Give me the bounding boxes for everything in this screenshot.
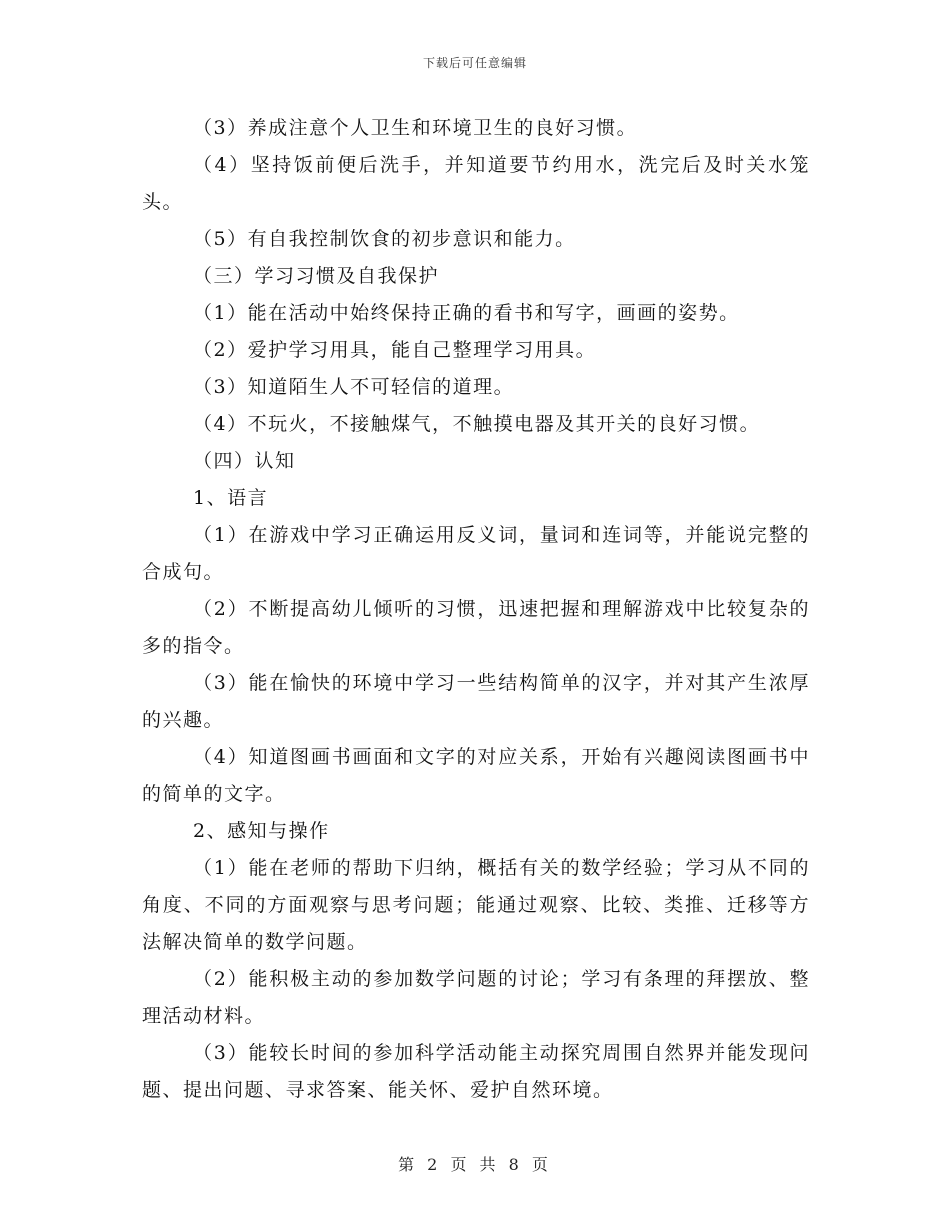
paragraph: （3）养成注意个人卫生和环境卫生的良好习惯。 <box>193 117 638 139</box>
paragraph: （5）有自我控制饮食的初步意识和能力。 <box>193 228 576 250</box>
paragraph: （4）坚持饭前便后洗手，并知道要节约用水，洗完后及时关水笼头。 <box>142 154 810 213</box>
section-heading: （四）认知 <box>193 450 296 472</box>
paragraph: （3）能较长时间的参加科学活动能主动探究周围自然界并能发现问题、提出问题、寻求答案、能关怀、爱护自然环境。 <box>142 1042 810 1101</box>
subsection-heading: 1、语言 <box>193 487 269 509</box>
paragraph: （4）不玩火，不接触煤气，不触摸电器及其开关的良好习惯。 <box>193 413 761 435</box>
paragraph: （2）爱护学习用具，能自己整理学习用具。 <box>193 339 597 361</box>
section-heading: （三）学习习惯及自我保护 <box>193 265 440 287</box>
paragraph: （3）能在愉快的环境中学习一些结构简单的汉字，并对其产生浓厚的兴趣。 <box>142 672 810 731</box>
document-body <box>142 110 810 1109</box>
paragraph: （3）知道陌生人不可轻信的道理。 <box>193 376 515 398</box>
paragraph: （1）能在活动中始终保持正确的看书和写字，画画的姿势。 <box>193 302 740 324</box>
paragraph: （2）不断提高幼儿倾听的习惯，迅速把握和理解游戏中比较复杂的多的指令。 <box>142 598 810 657</box>
page-number: 第 2 页 共 8 页 <box>398 1155 552 1174</box>
paragraph: （2）能积极主动的参加数学问题的讨论；学习有条理的拜摆放、整理活动材料。 <box>142 968 810 1027</box>
paragraph: （1）能在老师的帮助下归纳，概括有关的数学经验；学习从不同的角度、不同的方面观察与思考问题；能通过观察、比较、类推、迁移等方法解决简单的数学问题。 <box>142 857 810 953</box>
paragraph: （4）知道图画书画面和文字的对应关系，开始有兴趣阅读图画书中的简单的文字。 <box>142 746 810 805</box>
subsection-heading: 2、感知与操作 <box>193 820 330 842</box>
header-note: 下载后可任意编辑 <box>422 56 527 70</box>
paragraph: （1）在游戏中学习正确运用反义词，量词和连词等，并能说完整的合成句。 <box>142 524 810 583</box>
